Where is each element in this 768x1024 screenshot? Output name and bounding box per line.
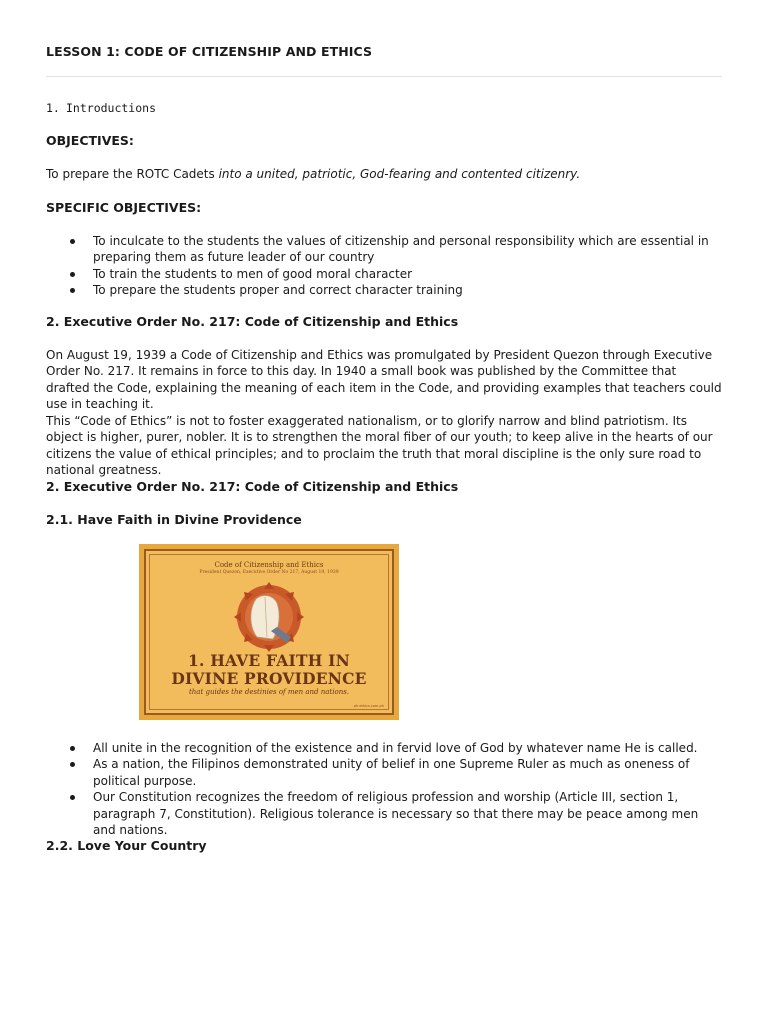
faith-list	[46, 740, 722, 838]
faith-poster-image	[139, 544, 399, 720]
poster-watermark: ph.ethics.com.ph	[353, 704, 384, 708]
bullet-icon	[70, 288, 75, 293]
poster-title-line-1: 1. HAVE FAITH IN	[188, 651, 350, 670]
poster-tagline: that guides the destinies of men and nations.	[188, 688, 350, 696]
list-item: As a nation, the Filipinos demonstrated unity of belief in one Supreme Ruler as much as oneness of political purpose.	[46, 756, 722, 789]
bullet-icon	[70, 272, 75, 277]
poster-header: Code of Citizenship and Ethics	[214, 561, 324, 569]
love-country-heading: 2.2. Love Your Country	[46, 838, 207, 853]
specific-objectives-heading: SPECIFIC OBJECTIVES:	[46, 200, 202, 215]
objectives-text: To prepare the ROTC Cadets into a united, patriotic, God-fearing and contented citizenry.	[46, 167, 581, 181]
intro-number: 1.	[46, 101, 60, 115]
list-item: Our Constitution recognizes the freedom of religious profession and worship (Article III, section 1, paragraph 7, Constitution). Religious tolerance is necessary so that there may be peace among men and nations.	[46, 789, 722, 838]
title-divider	[46, 76, 722, 77]
bullet-icon	[70, 239, 75, 244]
specific-objectives-list	[46, 233, 722, 299]
intro-label: Introductions	[66, 101, 157, 115]
section2-heading: 2. Executive Order No. 217: Code of Citizenship and Ethics	[46, 314, 459, 329]
poster-title-line-2: DIVINE PROVIDENCE	[171, 669, 367, 688]
bullet-icon	[70, 795, 75, 800]
bullet-icon	[70, 762, 75, 767]
list-item: To train the students to men of good moral character	[46, 266, 722, 282]
intro-list-item	[46, 101, 156, 115]
faith-heading: 2.1. Have Faith in Divine Providence	[46, 512, 302, 527]
objectives-heading: OBJECTIVES:	[46, 133, 134, 148]
section2-heading-repeat: 2. Executive Order No. 217: Code of Citizenship and Ethics	[46, 479, 459, 494]
section2-paragraph-2: This “Code of Ethics” is not to foster exaggerated nationalism, or to glorify narrow and blind patriotism. Its object is higher, purer, nobler. It is to strengthen the moral fiber of our youth; to keep alive in the hearts of our citizens the value of ethical principles; and to proclaim the truth that moral discipline is the only sure road to national greatness.	[46, 414, 713, 478]
section2-paragraph-1: On August 19, 1939 a Code of Citizenship and Ethics was promulgated by President Quezon through Executive Order No. 217. It remains in force to this day. In 1940 a small book was published by the Committee that drafted the Code, explaining the meaning of each item in the Code, and providing examples that teachers could use in teaching it.	[46, 348, 722, 412]
lesson-title: LESSON 1: CODE OF CITIZENSHIP AND ETHICS	[46, 44, 373, 59]
poster-subheader: President Quezon, Executive Order No 217, August 19, 1939	[199, 570, 339, 575]
list-item: To prepare the students proper and correct character training	[46, 282, 722, 298]
list-item: To inculcate to the students the values of citizenship and personal responsibility which are essential in preparing them as future leader of our country	[46, 233, 722, 266]
list-item: All unite in the recognition of the existence and in fervid love of God by whatever name He is called.	[46, 740, 722, 756]
poster-frame	[144, 549, 394, 715]
bullet-icon	[70, 746, 75, 751]
